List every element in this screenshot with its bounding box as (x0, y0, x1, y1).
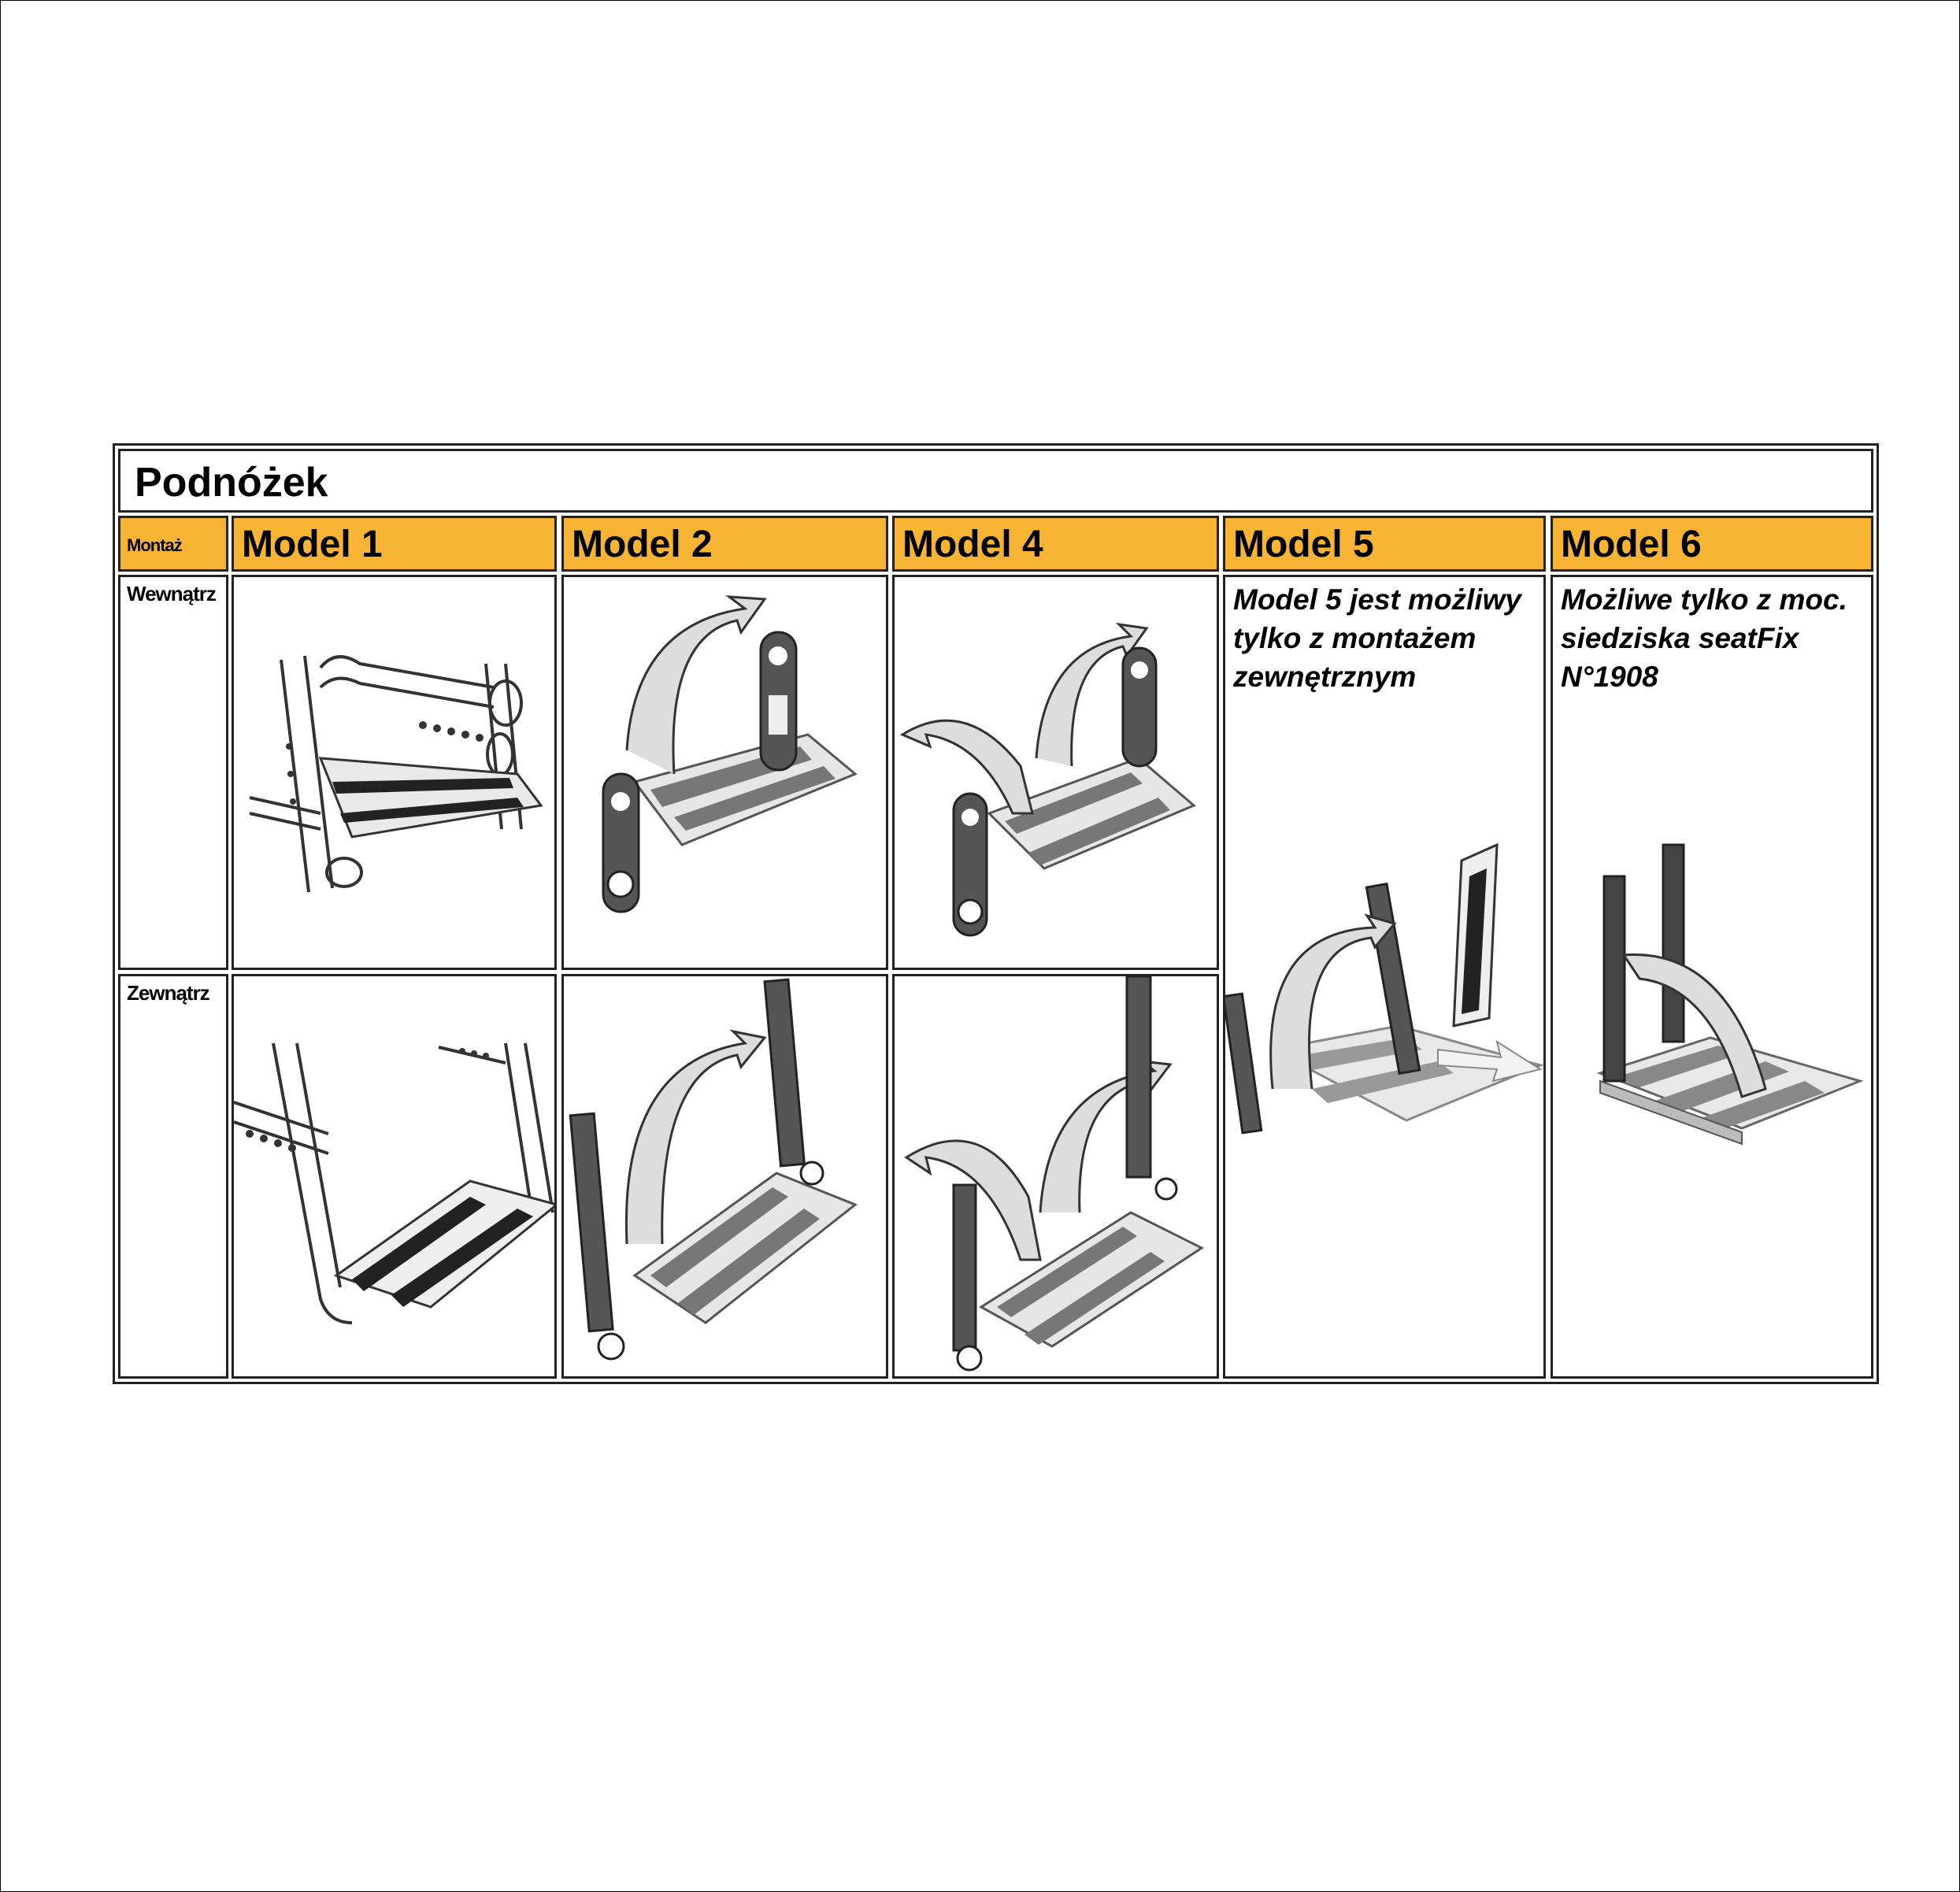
header-model-5: Model 5 (1233, 524, 1374, 565)
table-title-cell (118, 449, 1873, 513)
header-model-6-cell (1551, 516, 1873, 572)
model-1-inside-illustration (234, 577, 554, 968)
model-6-note: Możliwe tylko z moc. siedziska seatFix N°1908 (1561, 583, 1847, 693)
model-4-outside-cell (892, 974, 1219, 1379)
table-title: Podnóżek (135, 460, 328, 505)
model-2-inside-illustration (564, 577, 886, 968)
model-1-outside-cell (232, 974, 557, 1379)
header-model-1: Model 1 (242, 524, 383, 565)
model-4-inside-illustration (895, 577, 1217, 968)
model-6-cell (1551, 575, 1873, 1379)
header-model-5-cell (1223, 516, 1546, 572)
model-4-outside-illustration (895, 976, 1217, 1376)
header-model-1-cell (232, 516, 557, 572)
row-inside-label: Wewnątrz (127, 582, 216, 605)
model-4-inside-cell (892, 575, 1219, 970)
model-5-cell (1223, 575, 1546, 1379)
header-model-2-cell (561, 516, 888, 572)
model-5-note: Model 5 jest możliwy tylko z montażem zewnętrznym (1233, 583, 1521, 693)
model-1-inside-cell (232, 575, 557, 970)
model-5-illustration (1225, 577, 1543, 1376)
header-model-2: Model 2 (572, 524, 713, 565)
model-2-outside-illustration (564, 976, 886, 1376)
header-model-4: Model 4 (902, 524, 1043, 565)
header-montaz-cell (118, 516, 228, 572)
model-1-outside-illustration (234, 976, 554, 1376)
header-montaz: Montaż (127, 535, 182, 555)
header-model-4-cell (892, 516, 1219, 572)
model-2-inside-cell (561, 575, 888, 970)
row-outside-label: Zewnątrz (127, 981, 209, 1005)
row-inside-label-cell (118, 575, 228, 970)
model-6-illustration (1553, 577, 1871, 1376)
model-2-outside-cell (561, 974, 888, 1379)
header-model-6: Model 6 (1561, 524, 1702, 565)
row-outside-label-cell (118, 974, 228, 1379)
